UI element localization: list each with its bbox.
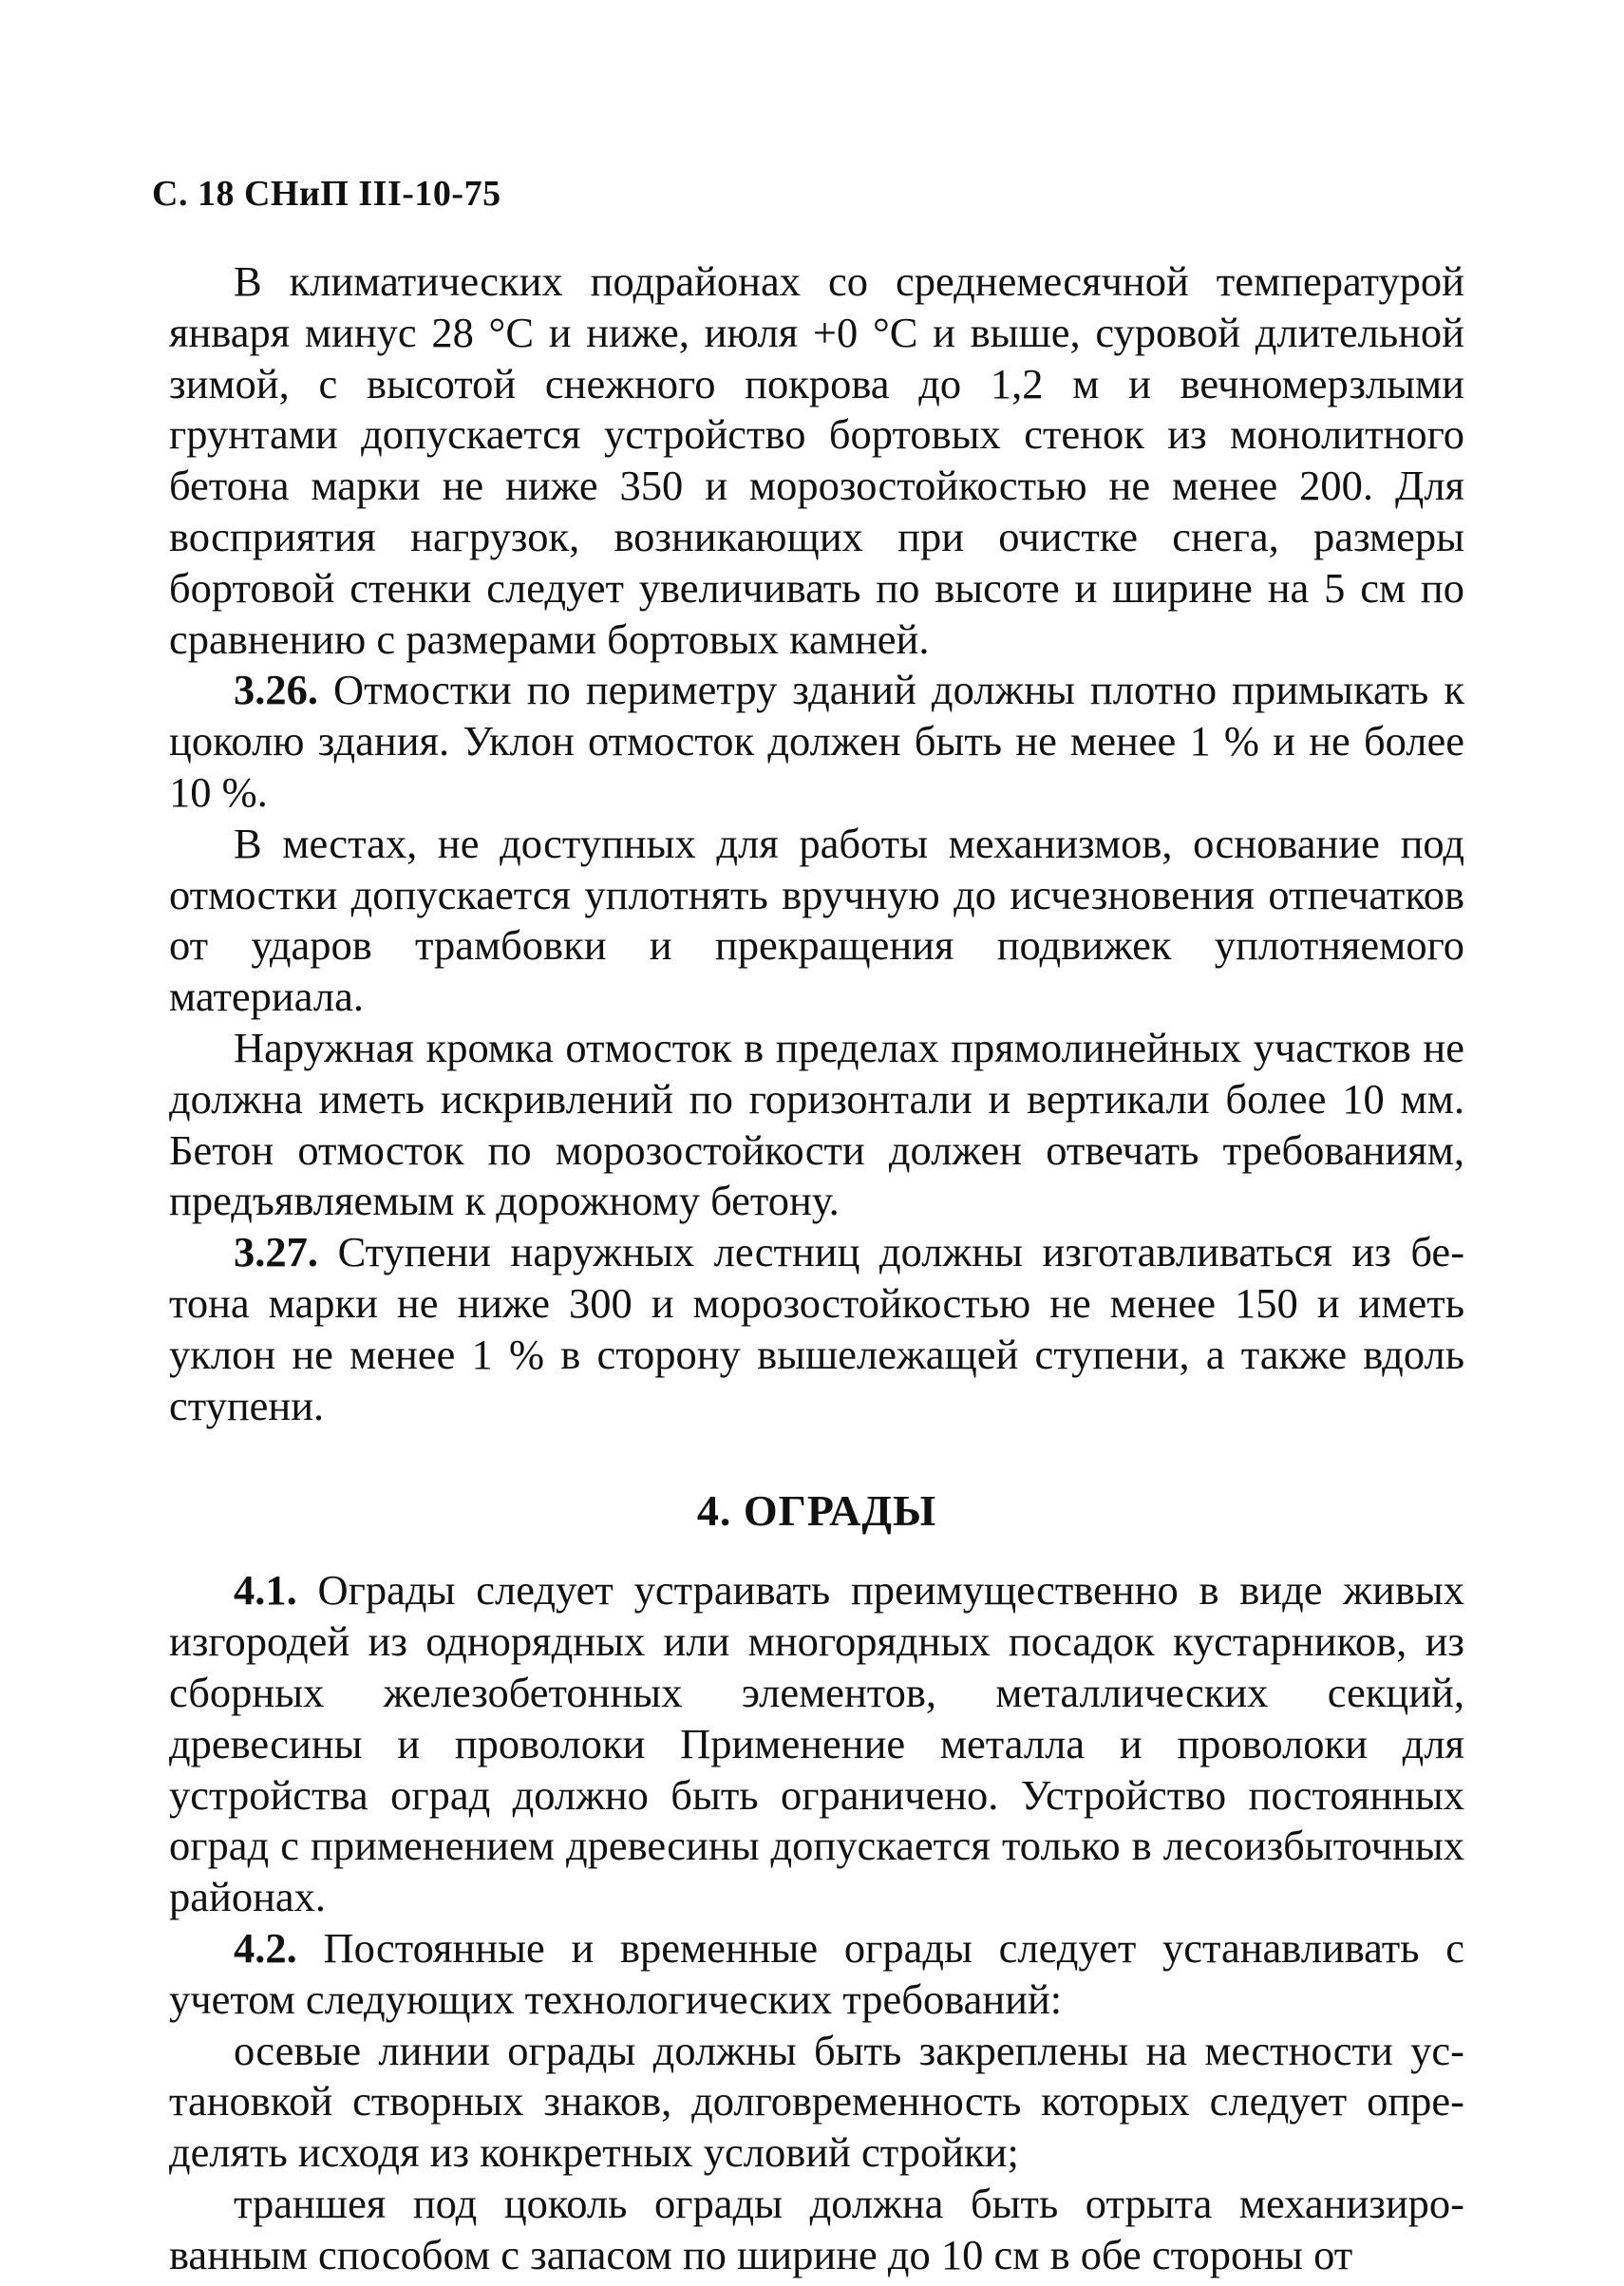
paragraph <box>169 665 1464 818</box>
clause-number: 3.26. <box>234 666 318 714</box>
paragraph <box>169 256 1464 665</box>
paragraph <box>169 1227 1464 1431</box>
paragraph <box>169 1023 1464 1227</box>
paragraph-text: В климатических подрайонах со среднемесячной температурой января минус 28 °С и ниже, июля +0 °С и выше, суровой длительной зимой, с высотой снежного покрова до 1,2 м и вечномерзлыми грунтами допускается устройство бортовых стенок из монолитного бетона марки не ниже 350 и морозостойкостью не менее 200. Для восприятия нагрузок, возникающих при очистке снега, размеры бортовой стенки следует увеличивать по высоте и ширине на 5 см по сравнению с размерами бортовых камней. <box>169 257 1464 663</box>
clause-number: 4.1. <box>234 1566 297 1615</box>
paragraph-text: Отмостки по периметру зданий должны плотно примыкать к цоколю здания. Уклон отмосток должен быть не менее 1 % и не более 10 %. <box>169 666 1464 816</box>
paragraph <box>169 1565 1464 1923</box>
paragraph-text: Ограды следует устраивать преимущественно в виде живых изгородей из однорядных или многорядных посадок кустарников, из сборных железобетонных элементов, металлических секций, древесины и проволоки Применение металла и проволоки для устройства оград должно быть ограничено. Устройство постоянных оград с применением древесины допускается только в лесоизбыточных районах. <box>169 1566 1465 1921</box>
spacer <box>169 1537 1464 1565</box>
clause-number: 4.2. <box>234 1923 297 1972</box>
spacer <box>169 1431 1464 1485</box>
paragraph-text: Ступени наружных лестниц должны изготавливаться из бетона марки не ниже 300 и морозостойкостью не менее 150 и иметь уклон не менее 1 % в сторону вышележащей ступени, а также вдоль ступени. <box>169 1228 1465 1429</box>
clause-number: 3.27. <box>234 1228 318 1276</box>
paragraph-text: В местах, не доступных для работы механизмов, основание под отмостки допускается уплотнять вручную до исчезновения отпечатков от ударов трамбовки и прекращения подвижек уплотняемого материала. <box>169 819 1464 1021</box>
paragraph-text: траншея под цоколь ограды должна быть отрыта механизированным способом с запасом по ширине до 10 см в обе стороны от <box>169 2179 1464 2278</box>
paragraph <box>169 2026 1464 2179</box>
page-content <box>169 256 1464 2280</box>
paragraph-text: Постоянные и временные ограды следует устанавливать с учетом следующих технологических требований: <box>169 1923 1464 2023</box>
paragraph <box>169 819 1464 1023</box>
paragraph-text: осевые линии ограды должны быть закреплены на местности установкой створных знаков, долговременность которых следует определять исходя из конкретных условий стройки; <box>169 2026 1464 2177</box>
paragraph <box>169 2179 1464 2281</box>
paragraph <box>169 1923 1464 2026</box>
paragraph-text: Наружная кромка отмосток в пределах прямолинейных участков не должна иметь искривлений по горизонтали и вертикали более 10 мм. Бетон отмосток по морозостойкости должен отвечать требованиям, предъявляемым к дорожному бетону. <box>169 1023 1464 1225</box>
running-header: С. 18 СНиП III-10-75 <box>152 174 501 214</box>
section-3-continued <box>169 256 1464 1431</box>
section-4 <box>169 1565 1464 2280</box>
section-heading: 4. ОГРАДЫ <box>696 1486 937 1536</box>
